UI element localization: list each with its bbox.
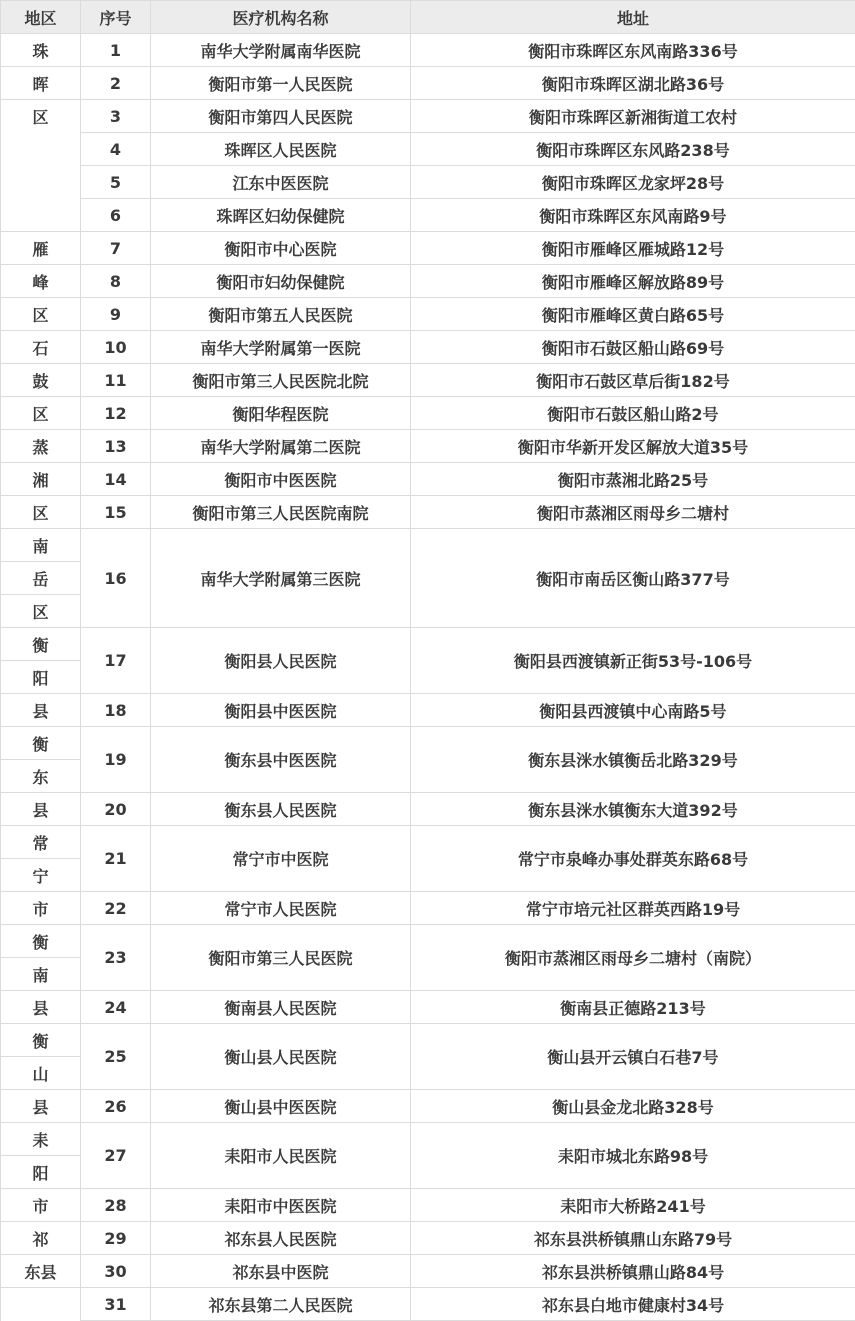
institution-address: 衡阳市珠晖区东风南路9号 [411,199,855,232]
region-cell: 区 [1,496,81,529]
header-institution-name: 医疗机构名称 [151,1,411,34]
table-row [1,529,855,562]
institution-name: 南华大学附属第二医院 [151,430,411,463]
institution-name: 南华大学附属南华医院 [151,34,411,67]
row-number: 16 [81,529,151,628]
institution-name: 衡阳华程医院 [151,397,411,430]
table-row [1,991,855,1024]
table-row [1,100,855,133]
region-cell: 宁 [1,859,81,892]
row-number: 5 [81,166,151,199]
table-row [1,1090,855,1123]
institution-name: 衡阳市第三人民医院 [151,925,411,991]
row-number: 8 [81,265,151,298]
table-row [1,364,855,397]
institution-address: 衡阳县西渡镇中心南路5号 [411,694,855,727]
institution-address: 衡阳市雁峰区雁城路12号 [411,232,855,265]
institution-address: 衡阳市雁峰区黄白路65号 [411,298,855,331]
institution-address: 衡南县正德路213号 [411,991,855,1024]
institution-address: 衡山县开云镇白石巷7号 [411,1024,855,1090]
table-row [1,1255,855,1288]
region-cell [1,166,81,199]
institution-name: 祁东县中医院 [151,1255,411,1288]
institution-name: 衡东县中医医院 [151,727,411,793]
institution-name: 衡南县人民医院 [151,991,411,1024]
institution-address: 衡阳市石鼓区船山路69号 [411,331,855,364]
region-cell: 湘 [1,463,81,496]
institution-name: 衡山县人民医院 [151,1024,411,1090]
region-cell: 耒 [1,1123,81,1156]
row-number: 3 [81,100,151,133]
institution-name: 衡阳市中医医院 [151,463,411,496]
table-row [1,793,855,826]
region-cell: 区 [1,595,81,628]
row-number: 29 [81,1222,151,1255]
table-row [1,166,855,199]
region-cell: 雁 [1,232,81,265]
table-row [1,694,855,727]
row-number: 4 [81,133,151,166]
row-number: 17 [81,628,151,694]
header-number: 序号 [81,1,151,34]
table-row [1,1288,855,1321]
institution-name: 祁东县人民医院 [151,1222,411,1255]
row-number: 15 [81,496,151,529]
table-row [1,232,855,265]
table-row [1,199,855,232]
row-number: 25 [81,1024,151,1090]
institution-address: 祁东县洪桥镇鼎山东路79号 [411,1222,855,1255]
institution-address: 衡阳市珠晖区东风南路336号 [411,34,855,67]
institution-name: 衡阳市第三人民医院南院 [151,496,411,529]
region-cell: 石 [1,331,81,364]
table-row [1,397,855,430]
region-cell: 衡 [1,628,81,661]
row-number: 31 [81,1288,151,1321]
institution-address: 祁东县白地市健康村34号 [411,1288,855,1321]
region-cell: 衡 [1,925,81,958]
region-cell: 晖 [1,67,81,100]
row-number: 19 [81,727,151,793]
institution-name: 南华大学附属第三医院 [151,529,411,628]
table-row [1,1189,855,1222]
row-number: 21 [81,826,151,892]
table-row [1,430,855,463]
institution-name: 常宁市人民医院 [151,892,411,925]
region-cell: 区 [1,100,81,133]
table-row [1,727,855,760]
region-cell: 南 [1,958,81,991]
row-number: 13 [81,430,151,463]
row-number: 20 [81,793,151,826]
institution-address: 衡山县金龙北路328号 [411,1090,855,1123]
region-cell: 县 [1,694,81,727]
table-row [1,628,855,661]
table-row [1,133,855,166]
region-cell [1,1288,81,1321]
region-cell: 阳 [1,1156,81,1189]
institution-address: 衡阳市蒸湘区雨母乡二塘村（南院） [411,925,855,991]
region-cell: 阳 [1,661,81,694]
row-number: 9 [81,298,151,331]
institution-address: 常宁市培元社区群英西路19号 [411,892,855,925]
table-row [1,1222,855,1255]
institution-name: 南华大学附属第一医院 [151,331,411,364]
region-cell: 常 [1,826,81,859]
region-cell: 县 [1,1090,81,1123]
institution-address: 衡阳市珠晖区龙家坪28号 [411,166,855,199]
region-cell: 祁 [1,1222,81,1255]
institution-name: 衡阳市第四人民医院 [151,100,411,133]
row-number: 24 [81,991,151,1024]
institution-name: 衡阳市第五人民医院 [151,298,411,331]
row-number: 28 [81,1189,151,1222]
institution-address: 衡东县洣水镇衡岳北路329号 [411,727,855,793]
institution-address: 衡阳市南岳区衡山路377号 [411,529,855,628]
region-cell [1,133,81,166]
institution-name: 耒阳市中医医院 [151,1189,411,1222]
table-row [1,892,855,925]
row-number: 26 [81,1090,151,1123]
institution-address: 衡东县洣水镇衡东大道392号 [411,793,855,826]
institution-name: 常宁市中医院 [151,826,411,892]
region-cell: 山 [1,1057,81,1090]
institution-address: 衡阳市雁峰区解放路89号 [411,265,855,298]
region-cell: 岳 [1,562,81,595]
region-cell: 县 [1,793,81,826]
institution-address: 衡阳市华新开发区解放大道35号 [411,430,855,463]
region-cell: 区 [1,397,81,430]
header-row [1,1,855,34]
institution-name: 衡阳县人民医院 [151,628,411,694]
institution-name: 祁东县第二人民医院 [151,1288,411,1321]
region-cell: 峰 [1,265,81,298]
region-cell: 珠 [1,34,81,67]
row-number: 27 [81,1123,151,1189]
institution-name: 衡山县中医医院 [151,1090,411,1123]
institution-name: 耒阳市人民医院 [151,1123,411,1189]
region-cell: 市 [1,1189,81,1222]
table-body [1,34,855,1321]
region-cell: 区 [1,298,81,331]
institution-address: 衡阳市蒸湘北路25号 [411,463,855,496]
row-number: 23 [81,925,151,991]
table-row [1,331,855,364]
institution-name: 衡阳市妇幼保健院 [151,265,411,298]
table-row [1,1123,855,1156]
region-cell: 县 [1,991,81,1024]
institution-name: 江东中医医院 [151,166,411,199]
row-number: 30 [81,1255,151,1288]
region-cell: 衡 [1,1024,81,1057]
region-cell [1,199,81,232]
row-number: 2 [81,67,151,100]
row-number: 18 [81,694,151,727]
region-cell: 市 [1,892,81,925]
table-row [1,1024,855,1057]
institution-address: 耒阳市大桥路241号 [411,1189,855,1222]
header-address: 地址 [411,1,855,34]
table-row [1,34,855,67]
institution-name: 珠晖区妇幼保健院 [151,199,411,232]
row-number: 14 [81,463,151,496]
institution-address: 衡阳市石鼓区船山路2号 [411,397,855,430]
header-region: 地区 [1,1,81,34]
table-row [1,298,855,331]
region-cell: 鼓 [1,364,81,397]
row-number: 12 [81,397,151,430]
institution-name: 衡东县人民医院 [151,793,411,826]
row-number: 7 [81,232,151,265]
region-cell: 南 [1,529,81,562]
table-row [1,463,855,496]
region-cell: 衡 [1,727,81,760]
row-number: 22 [81,892,151,925]
institution-address: 衡阳市珠晖区新湘街道工农村 [411,100,855,133]
institution-name: 衡阳市第三人民医院北院 [151,364,411,397]
institution-address: 衡阳市石鼓区草后街182号 [411,364,855,397]
institution-address: 耒阳市城北东路98号 [411,1123,855,1189]
region-cell: 东县 [1,1255,81,1288]
institution-name: 衡阳市中心医院 [151,232,411,265]
region-cell: 东 [1,760,81,793]
table-row [1,67,855,100]
institution-address: 衡阳市珠晖区湖北路36号 [411,67,855,100]
table-row [1,265,855,298]
institution-name: 衡阳市第一人民医院 [151,67,411,100]
institution-name: 衡阳县中医医院 [151,694,411,727]
region-cell: 蒸 [1,430,81,463]
institution-address: 衡阳县西渡镇新正街53号-106号 [411,628,855,694]
row-number: 6 [81,199,151,232]
institution-address: 常宁市泉峰办事处群英东路68号 [411,826,855,892]
institution-address: 祁东县洪桥镇鼎山路84号 [411,1255,855,1288]
table-row [1,496,855,529]
row-number: 11 [81,364,151,397]
table-row [1,826,855,859]
row-number: 10 [81,331,151,364]
institution-address: 衡阳市蒸湘区雨母乡二塘村 [411,496,855,529]
table-row [1,925,855,958]
institution-address: 衡阳市珠晖区东风路238号 [411,133,855,166]
institution-name: 珠晖区人民医院 [151,133,411,166]
row-number: 1 [81,34,151,67]
